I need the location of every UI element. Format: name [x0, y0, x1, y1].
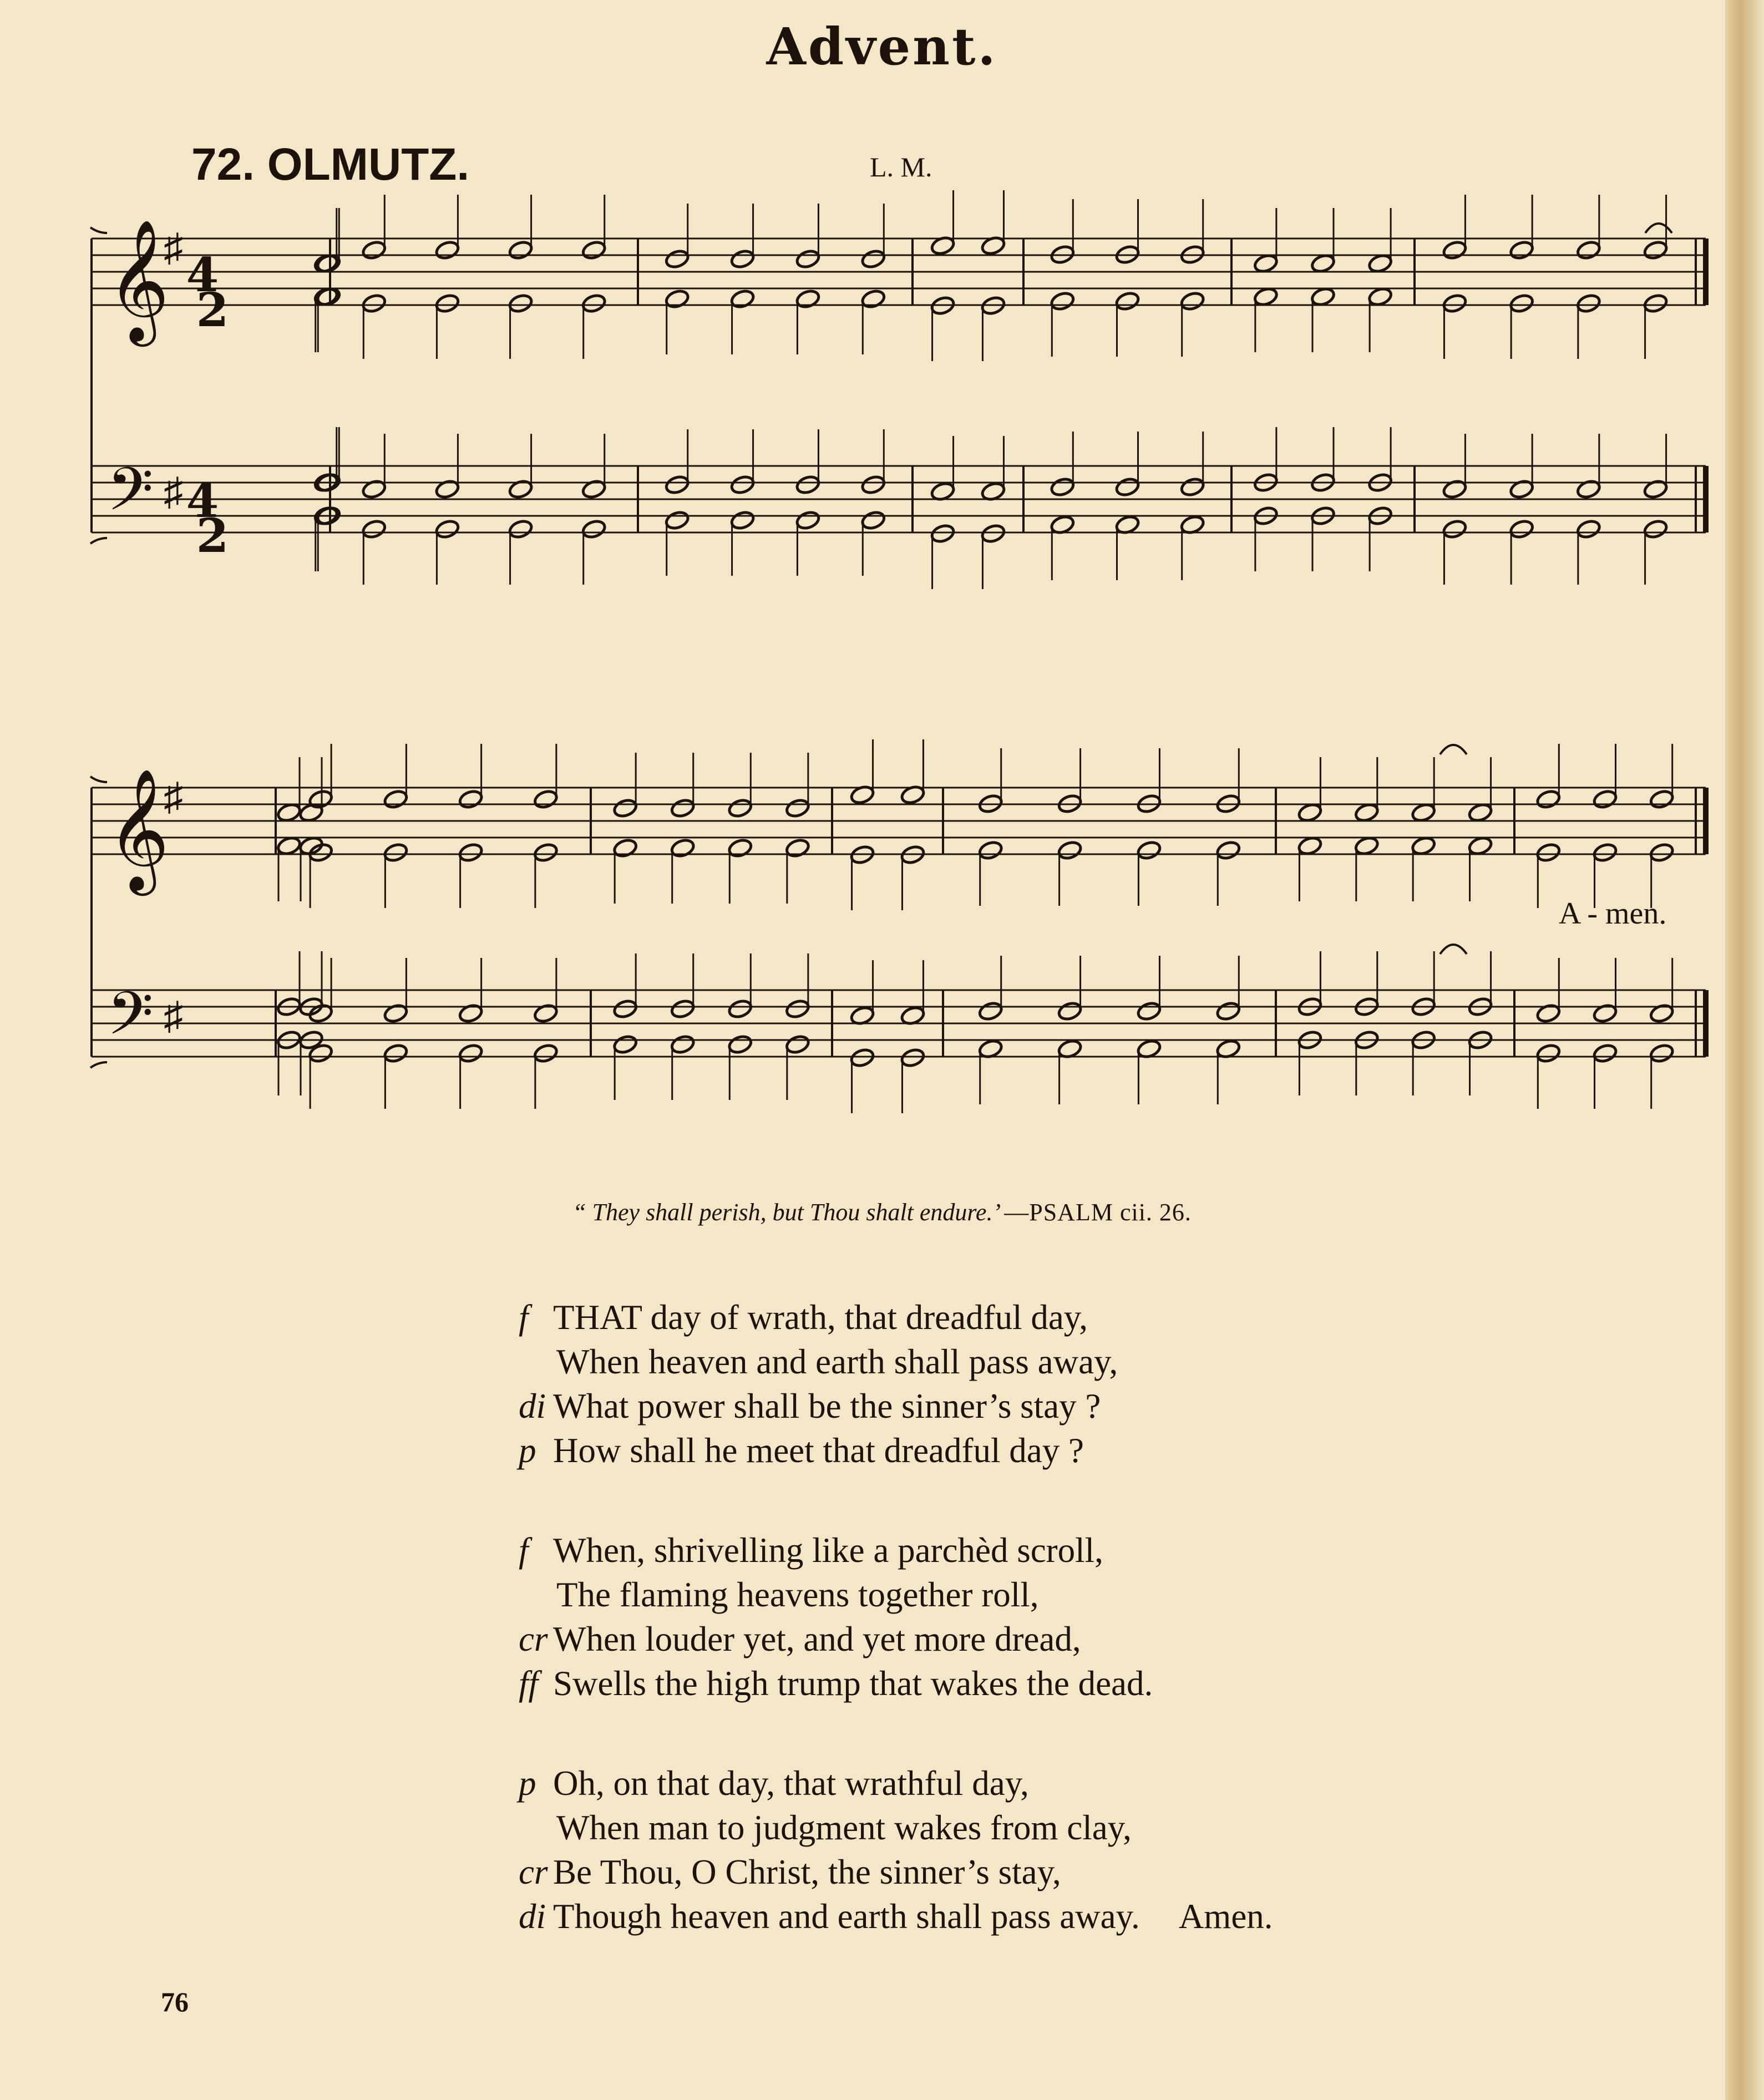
fermata-icon	[1440, 945, 1467, 954]
note-head	[308, 842, 333, 863]
epigraph	[0, 1198, 1764, 1226]
note-head	[670, 1034, 695, 1055]
note-head	[383, 789, 408, 810]
note-head	[1354, 802, 1380, 823]
note-head	[1649, 842, 1674, 863]
page-number: 76	[161, 1986, 189, 2017]
verse-line	[519, 1573, 1273, 1617]
note-head	[1442, 293, 1467, 314]
dynamic-mark: di	[519, 1387, 546, 1426]
note-head	[785, 798, 810, 819]
line-text: Oh, on that day, that wrathful day,	[553, 1764, 1029, 1803]
system-brace-top	[90, 777, 107, 782]
dynamic-mark: di	[519, 1897, 546, 1936]
note-head	[1411, 835, 1436, 856]
section-header: Advent.	[766, 17, 998, 77]
note-head	[1215, 1001, 1241, 1022]
note-head	[308, 1043, 333, 1064]
note-head	[664, 474, 690, 495]
note-head	[1535, 1043, 1561, 1064]
note-head	[670, 998, 695, 1019]
note-head	[508, 240, 533, 261]
note-head	[533, 1043, 559, 1064]
note-head	[276, 835, 302, 856]
note-head	[1114, 291, 1140, 312]
note-head	[1509, 240, 1534, 261]
epigraph-quote: “ They shall perish, but Thou shalt endure.’	[572, 1199, 998, 1226]
verse-line	[519, 1384, 1273, 1428]
treble-clef-icon: 𝄞	[107, 768, 170, 890]
note-head	[1643, 293, 1668, 314]
closing-amen: Amen.	[1178, 1897, 1273, 1936]
note-head	[1592, 1043, 1618, 1064]
time-signature-top-treble-1: 4	[186, 247, 219, 302]
line-text: Be Thou, O Christ, the sinner’s stay,	[553, 1853, 1061, 1891]
note-head	[664, 288, 690, 310]
note-head	[729, 510, 755, 531]
note-head	[1297, 802, 1322, 823]
note-head	[276, 802, 302, 823]
note-head	[1509, 293, 1534, 314]
note-head	[1442, 519, 1467, 540]
dynamic-mark: p	[519, 1431, 536, 1470]
note-head	[1467, 835, 1493, 856]
line-text: When man to judgment wakes from clay,	[556, 1808, 1132, 1847]
note-head	[1367, 286, 1393, 307]
hymn-meter: L. M.	[870, 151, 932, 182]
epigraph-source: —PSALM cii. 26.	[1004, 1199, 1192, 1226]
stanza-3	[519, 1761, 1273, 1939]
note-head	[1310, 286, 1336, 307]
dynamic-mark: cr	[519, 1853, 548, 1891]
note-head	[670, 798, 695, 819]
verse-line	[519, 1761, 1273, 1805]
verse-line	[519, 1894, 1273, 1939]
note-head	[729, 474, 755, 495]
note-head	[434, 293, 460, 314]
note-head	[785, 998, 810, 1019]
system-brace-bottom	[90, 1062, 107, 1068]
dynamic-mark: f	[519, 1531, 529, 1570]
note-head	[785, 838, 810, 859]
note-head	[612, 838, 638, 859]
bass-clef-icon: 𝄢	[107, 978, 154, 1063]
note-head	[1179, 291, 1205, 312]
note-head	[1643, 519, 1668, 540]
note-head	[1643, 240, 1668, 261]
system-brace-bottom	[90, 538, 107, 544]
note-head	[1114, 476, 1140, 498]
note-head	[860, 474, 886, 495]
note-head	[1535, 789, 1561, 810]
note-head	[727, 1034, 753, 1055]
note-head	[1050, 476, 1075, 498]
note-head	[1136, 840, 1162, 861]
note-head	[316, 286, 341, 307]
note-head	[1535, 842, 1561, 863]
note-head	[361, 519, 387, 540]
verse-line	[519, 1428, 1273, 1473]
note-head	[727, 798, 753, 819]
line-text: When louder yet, and yet more dread,	[553, 1620, 1081, 1658]
verse-line	[519, 1528, 1273, 1573]
sharp-icon: ♯	[164, 227, 183, 270]
note-head	[795, 474, 820, 495]
note-head	[664, 248, 690, 270]
dynamic-mark: ff	[519, 1664, 539, 1703]
note-head	[361, 293, 387, 314]
note-head	[581, 240, 606, 261]
note-head	[1467, 802, 1493, 823]
treble-clef-icon: 𝄞	[107, 219, 170, 341]
note-head	[1057, 1001, 1082, 1022]
time-signature-bottom-treble-1: 2	[196, 282, 229, 337]
note-head	[1057, 840, 1082, 861]
sharp-icon: ♯	[164, 471, 183, 514]
sharp-icon: ♯	[164, 776, 183, 819]
line-text: Though heaven and earth shall pass away.	[553, 1897, 1140, 1936]
note-head	[316, 253, 341, 274]
line-text: What power shall be the sinner’s stay ?	[553, 1387, 1101, 1426]
note-head	[1310, 253, 1336, 274]
note-head	[670, 838, 695, 859]
fermata-icon	[1645, 224, 1672, 233]
dynamic-mark: f	[519, 1298, 529, 1337]
note-head	[581, 293, 606, 314]
note-head	[434, 519, 460, 540]
verse-line	[519, 1661, 1273, 1706]
note-head	[361, 240, 387, 261]
note-head	[1592, 789, 1618, 810]
note-head	[860, 510, 886, 531]
note-head	[1253, 286, 1279, 307]
note-head	[795, 248, 820, 270]
system-brace-top	[90, 227, 107, 233]
note-head	[980, 523, 1006, 544]
note-head	[383, 842, 408, 863]
note-head	[1592, 842, 1618, 863]
note-head	[727, 838, 753, 859]
note-head	[1367, 253, 1393, 274]
verse-line	[519, 1295, 1273, 1340]
note-head	[1179, 476, 1205, 498]
verse-line	[519, 1850, 1273, 1894]
note-head	[977, 840, 1003, 861]
note-head	[612, 798, 638, 819]
note-head	[795, 510, 820, 531]
note-head	[1509, 519, 1534, 540]
line-text: Swells the high trump that wakes the dead.	[553, 1664, 1153, 1703]
note-head	[795, 288, 820, 310]
note-head	[508, 293, 533, 314]
note-head	[727, 998, 753, 1019]
note-head	[1576, 240, 1601, 261]
note-head	[458, 842, 483, 863]
note-head	[1253, 253, 1279, 274]
note-head	[1649, 789, 1674, 810]
note-head	[785, 1034, 810, 1055]
note-head	[849, 1047, 875, 1068]
stanza-2	[519, 1528, 1273, 1706]
time-signature-bottom-bass-1: 2	[196, 508, 229, 563]
time-signature-top-bass-1: 4	[186, 473, 219, 528]
note-head	[434, 240, 460, 261]
note-head	[930, 523, 955, 544]
note-head	[1354, 835, 1380, 856]
verse-line	[519, 1340, 1273, 1384]
hymn-verses	[519, 1295, 1273, 1994]
note-head	[458, 1043, 483, 1064]
hymn-number: 72.	[191, 139, 255, 190]
line-text: The flaming heavens together roll,	[556, 1575, 1039, 1614]
line-text: When, shrivelling like a parchèd scroll,	[553, 1531, 1103, 1570]
fermata-icon	[1440, 745, 1467, 754]
note-head	[729, 288, 755, 310]
note-head	[533, 789, 559, 810]
note-head	[860, 248, 886, 270]
line-text: How shall he meet that dreadful day ?	[553, 1431, 1084, 1470]
note-head	[508, 519, 533, 540]
note-head	[729, 248, 755, 270]
note-head	[612, 1034, 638, 1055]
line-text: THAT day of wrath, that dreadful day,	[553, 1298, 1088, 1337]
note-head	[1649, 1043, 1674, 1064]
line-text: When heaven and earth shall pass away,	[556, 1342, 1118, 1381]
note-head	[664, 510, 690, 531]
note-head	[383, 1043, 408, 1064]
amen-label: A - men.	[1559, 896, 1667, 931]
note-head	[1411, 802, 1436, 823]
bass-clef-icon: 𝄢	[107, 454, 154, 539]
note-head	[1136, 1001, 1162, 1022]
note-head	[977, 1001, 1003, 1022]
note-head	[1297, 835, 1322, 856]
verse-line	[519, 1617, 1273, 1661]
note-head	[612, 998, 638, 1019]
dynamic-mark: p	[519, 1764, 536, 1803]
sharp-icon: ♯	[164, 995, 183, 1038]
note-head	[533, 842, 559, 863]
note-head	[900, 1047, 925, 1068]
note-head	[308, 789, 333, 810]
verse-line	[519, 1805, 1273, 1850]
note-head	[458, 789, 483, 810]
hymn-tune: OLMUTZ.	[267, 139, 470, 190]
note-head	[1050, 291, 1075, 312]
note-head	[1576, 519, 1601, 540]
note-head	[1576, 293, 1601, 314]
note-head	[1215, 840, 1241, 861]
note-head	[860, 288, 886, 310]
stanza-1	[519, 1295, 1273, 1473]
note-head	[581, 519, 606, 540]
note-head	[1442, 240, 1467, 261]
dynamic-mark: cr	[519, 1620, 548, 1658]
